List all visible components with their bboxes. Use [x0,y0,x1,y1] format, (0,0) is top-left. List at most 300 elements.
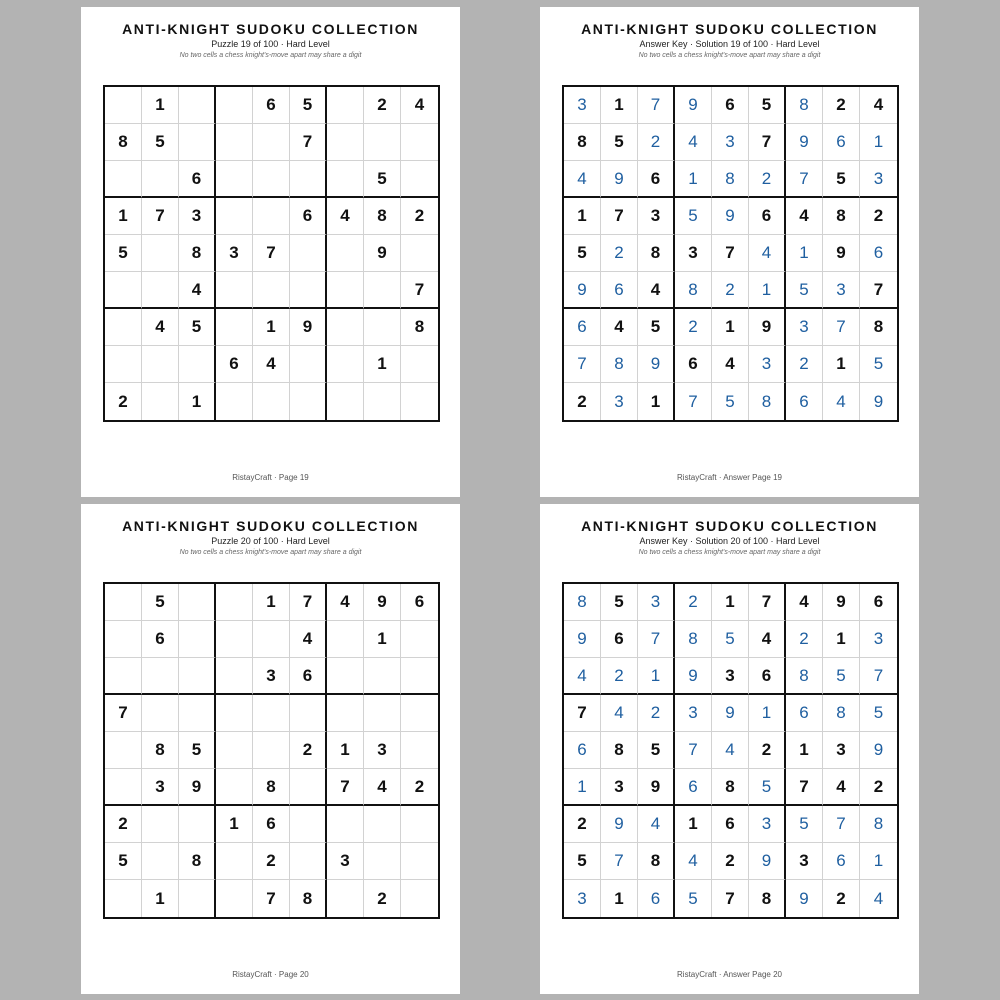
sudoku-cell [364,309,401,346]
sudoku-cell: 2 [712,272,749,309]
sudoku-solution-grid [562,582,899,919]
sudoku-cell: 4 [675,843,712,880]
sudoku-cell: 3 [179,198,216,235]
sudoku-cell: 8 [564,124,601,161]
rule-note: No two cells a chess knight's-move apart may share a digit [179,549,362,556]
sudoku-cell: 1 [675,161,712,198]
sudoku-cell [216,584,253,621]
sudoku-cell: 2 [601,235,638,272]
sudoku-cell: 3 [564,87,601,124]
sudoku-cell: 9 [179,769,216,806]
sudoku-cell: 2 [105,383,142,420]
sudoku-cell: 5 [142,124,179,161]
sudoku-cell: 9 [675,658,712,695]
sudoku-cell [364,272,401,309]
sudoku-cell [142,161,179,198]
sudoku-cell: 7 [327,769,364,806]
sudoku-cell: 7 [401,272,438,309]
sudoku-cell [401,843,438,880]
sudoku-cell: 7 [786,161,823,198]
sudoku-cell [364,124,401,161]
sudoku-cell [105,584,142,621]
sudoku-cell [327,658,364,695]
sudoku-cell: 7 [601,843,638,880]
sudoku-cell: 3 [675,235,712,272]
sudoku-cell: 7 [564,695,601,732]
sudoku-cell: 4 [601,695,638,732]
sudoku-cell: 8 [179,235,216,272]
sudoku-cell: 1 [327,732,364,769]
page-footer: RistayCraft · Answer Page 20 [677,970,782,979]
sudoku-cell: 4 [253,346,290,383]
sudoku-cell: 1 [823,621,860,658]
sudoku-cell: 2 [786,621,823,658]
page-footer: RistayCraft · Answer Page 19 [677,473,782,482]
sudoku-cell: 9 [712,198,749,235]
sudoku-cell [179,658,216,695]
sudoku-cell [401,161,438,198]
sudoku-cell [327,124,364,161]
sudoku-cell: 6 [564,309,601,346]
sudoku-cell: 7 [712,235,749,272]
sudoku-cell: 7 [638,87,675,124]
sudoku-cell: 2 [823,880,860,917]
sudoku-cell: 4 [712,732,749,769]
rule-note: No two cells a chess knight's-move apart may share a digit [638,549,821,556]
sudoku-cell [216,621,253,658]
answer-page-19 [540,7,919,497]
sudoku-cell: 6 [179,161,216,198]
sudoku-cell [290,695,327,732]
sudoku-cell: 2 [105,806,142,843]
sudoku-cell: 7 [749,124,786,161]
sudoku-cell [179,124,216,161]
sudoku-cell: 6 [675,346,712,383]
sudoku-cell: 8 [601,732,638,769]
sudoku-cell: 4 [179,272,216,309]
sudoku-cell: 9 [638,769,675,806]
sudoku-cell: 2 [253,843,290,880]
sudoku-cell: 1 [601,880,638,917]
sudoku-cell: 5 [638,732,675,769]
sudoku-cell [327,309,364,346]
sudoku-cell: 5 [290,87,327,124]
sudoku-cell: 8 [823,695,860,732]
sudoku-cell: 8 [601,346,638,383]
sudoku-cell: 7 [675,732,712,769]
sudoku-cell: 7 [749,584,786,621]
sudoku-cell: 1 [786,235,823,272]
sudoku-cell [105,621,142,658]
sudoku-cell: 7 [253,235,290,272]
sudoku-cell: 5 [823,658,860,695]
sudoku-cell: 2 [712,843,749,880]
sudoku-cell: 5 [601,124,638,161]
sudoku-cell: 1 [860,124,897,161]
sudoku-cell [105,161,142,198]
sudoku-cell: 1 [823,346,860,383]
sudoku-cell: 2 [290,732,327,769]
sudoku-grid [103,85,440,422]
sudoku-cell [216,383,253,420]
sudoku-cell: 7 [253,880,290,917]
sudoku-cell [327,161,364,198]
sudoku-cell: 9 [749,309,786,346]
page-title: ANTI-KNIGHT SUDOKU COLLECTION [122,21,419,37]
sudoku-cell [401,346,438,383]
sudoku-cell: 9 [712,695,749,732]
sudoku-cell: 5 [675,880,712,917]
sudoku-cell: 7 [712,880,749,917]
sudoku-cell [401,806,438,843]
sudoku-cell: 5 [786,272,823,309]
sudoku-cell [401,383,438,420]
sudoku-cell [401,880,438,917]
page-subtitle: Answer Key · Solution 20 of 100 · Hard Level [639,536,820,546]
sudoku-solution-grid [562,85,899,422]
sudoku-cell [179,87,216,124]
sudoku-cell [179,584,216,621]
sudoku-cell: 2 [675,584,712,621]
sudoku-cell: 5 [638,309,675,346]
sudoku-cell: 2 [823,87,860,124]
sudoku-cell [401,732,438,769]
sudoku-cell [290,346,327,383]
sudoku-cell: 5 [749,769,786,806]
sudoku-cell: 8 [675,272,712,309]
sudoku-cell: 8 [253,769,290,806]
sudoku-cell: 3 [675,695,712,732]
sudoku-cell [105,732,142,769]
sudoku-cell: 4 [601,309,638,346]
sudoku-cell: 8 [823,198,860,235]
sudoku-cell: 4 [823,383,860,420]
sudoku-cell: 1 [105,198,142,235]
sudoku-cell: 4 [142,309,179,346]
sudoku-cell: 9 [601,161,638,198]
sudoku-cell: 1 [712,584,749,621]
sudoku-cell [216,124,253,161]
sudoku-cell [364,658,401,695]
sudoku-cell [142,658,179,695]
sudoku-cell: 1 [638,383,675,420]
sudoku-cell [364,806,401,843]
sudoku-cell: 3 [601,769,638,806]
sudoku-cell [216,87,253,124]
sudoku-cell: 2 [401,769,438,806]
sudoku-cell: 9 [749,843,786,880]
sudoku-cell: 4 [638,272,675,309]
sudoku-cell [327,346,364,383]
puzzle-page-20 [81,504,460,994]
sudoku-cell: 6 [253,87,290,124]
page-footer: RistayCraft · Page 19 [232,473,309,482]
sudoku-cell [216,695,253,732]
sudoku-cell: 4 [364,769,401,806]
sudoku-cell [216,769,253,806]
sudoku-cell: 5 [179,732,216,769]
sudoku-cell: 9 [786,124,823,161]
sudoku-cell: 3 [564,880,601,917]
sudoku-cell: 9 [638,346,675,383]
sudoku-cell [142,383,179,420]
sudoku-cell [216,843,253,880]
sudoku-cell: 7 [564,346,601,383]
sudoku-cell: 7 [675,383,712,420]
sudoku-cell [179,695,216,732]
sudoku-cell: 3 [786,843,823,880]
sudoku-cell [179,621,216,658]
sudoku-cell: 4 [564,161,601,198]
sudoku-cell [327,806,364,843]
sudoku-cell [327,621,364,658]
sudoku-cell: 3 [142,769,179,806]
sudoku-cell: 9 [290,309,327,346]
sudoku-cell: 6 [860,235,897,272]
sudoku-cell [290,769,327,806]
sudoku-cell: 8 [290,880,327,917]
sudoku-cell: 1 [675,806,712,843]
sudoku-cell: 5 [105,235,142,272]
sudoku-cell: 9 [786,880,823,917]
sudoku-cell: 4 [749,621,786,658]
sudoku-cell [216,880,253,917]
sudoku-cell: 8 [364,198,401,235]
sudoku-cell: 5 [786,806,823,843]
sudoku-cell: 1 [749,272,786,309]
sudoku-cell: 7 [290,584,327,621]
sudoku-cell: 7 [290,124,327,161]
sudoku-cell: 4 [749,235,786,272]
sudoku-cell: 7 [860,272,897,309]
sudoku-cell [216,161,253,198]
sudoku-cell [290,235,327,272]
sudoku-cell [327,695,364,732]
sudoku-cell: 5 [712,383,749,420]
sudoku-cell: 4 [327,198,364,235]
sudoku-cell [327,880,364,917]
sudoku-cell: 7 [823,806,860,843]
sudoku-cell: 9 [873,391,884,411]
sudoku-cell: 2 [564,806,601,843]
sudoku-grid [103,582,440,919]
sudoku-cell: 8 [142,732,179,769]
sudoku-cell: 8 [749,383,786,420]
sudoku-cell [290,843,327,880]
page-title: ANTI-KNIGHT SUDOKU COLLECTION [581,21,878,37]
sudoku-cell: 4 [564,658,601,695]
sudoku-cell: 3 [860,621,897,658]
sudoku-cell: 8 [712,769,749,806]
sudoku-cell [105,769,142,806]
sudoku-cell [142,806,179,843]
sudoku-cell: 6 [290,658,327,695]
sudoku-cell: 5 [105,843,142,880]
sudoku-cell: 3 [712,658,749,695]
sudoku-cell: 5 [860,695,897,732]
sudoku-cell: 9 [364,235,401,272]
sudoku-cell: 8 [105,124,142,161]
sudoku-cell [290,383,327,420]
page-title: ANTI-KNIGHT SUDOKU COLLECTION [122,518,419,534]
sudoku-cell: 4 [401,87,438,124]
sudoku-cell: 8 [712,161,749,198]
sudoku-cell: 6 [786,695,823,732]
sudoku-cell: 2 [860,198,897,235]
sudoku-cell [216,732,253,769]
sudoku-cell: 4 [873,888,884,908]
sudoku-cell: 8 [564,584,601,621]
sudoku-cell: 8 [786,87,823,124]
sudoku-cell [142,346,179,383]
sudoku-cell [253,198,290,235]
sudoku-cell: 6 [860,584,897,621]
sudoku-cell: 6 [601,621,638,658]
answer-page-20 [540,504,919,994]
sudoku-cell [105,880,142,917]
page-subtitle: Puzzle 19 of 100 · Hard Level [211,39,330,49]
sudoku-cell [327,272,364,309]
sudoku-cell: 5 [179,309,216,346]
sudoku-cell: 5 [823,161,860,198]
sudoku-cell: 8 [675,621,712,658]
sudoku-cell: 1 [712,309,749,346]
sudoku-cell: 5 [749,87,786,124]
sudoku-cell [105,309,142,346]
sudoku-cell: 9 [675,87,712,124]
sudoku-cell [290,161,327,198]
sudoku-cell [290,272,327,309]
sudoku-cell: 1 [179,383,216,420]
sudoku-cell [142,695,179,732]
sudoku-cell [179,806,216,843]
sudoku-cell: 6 [786,383,823,420]
sudoku-cell: 6 [638,880,675,917]
sudoku-cell [401,621,438,658]
sudoku-cell: 7 [786,769,823,806]
sudoku-cell: 6 [564,732,601,769]
sudoku-cell: 6 [142,621,179,658]
sudoku-cell [105,87,142,124]
sudoku-cell: 7 [860,658,897,695]
sudoku-cell [253,695,290,732]
sudoku-cell: 5 [142,584,179,621]
sudoku-cell [327,235,364,272]
sudoku-cell [105,272,142,309]
sudoku-cell [216,309,253,346]
sudoku-cell [179,880,216,917]
page-subtitle: Answer Key · Solution 19 of 100 · Hard Level [639,39,820,49]
sudoku-cell: 8 [786,658,823,695]
page-footer: RistayCraft · Page 20 [232,970,309,979]
sudoku-cell [327,383,364,420]
sudoku-cell: 9 [823,584,860,621]
sudoku-cell [253,621,290,658]
sudoku-cell: 4 [675,124,712,161]
sudoku-cell: 6 [216,346,253,383]
sudoku-cell: 8 [638,235,675,272]
sudoku-cell: 2 [675,309,712,346]
sudoku-cell: 8 [860,309,897,346]
sudoku-cell: 1 [142,880,179,917]
sudoku-cell [142,843,179,880]
sudoku-cell: 3 [712,124,749,161]
sudoku-cell: 6 [675,769,712,806]
sudoku-cell: 8 [749,880,786,917]
sudoku-cell: 1 [253,584,290,621]
sudoku-cell: 2 [401,198,438,235]
sudoku-cell: 4 [860,87,897,124]
sudoku-cell: 6 [253,806,290,843]
sudoku-cell [179,346,216,383]
sudoku-cell: 7 [638,621,675,658]
sudoku-cell: 2 [364,880,401,917]
sudoku-cell: 4 [638,806,675,843]
sudoku-cell: 6 [638,161,675,198]
sudoku-cell: 1 [786,732,823,769]
sudoku-cell: 6 [601,272,638,309]
sudoku-cell [142,272,179,309]
sudoku-cell: 9 [564,272,601,309]
sudoku-cell: 5 [712,621,749,658]
sudoku-cell: 3 [638,198,675,235]
sudoku-cell: 4 [712,346,749,383]
sudoku-cell: 9 [564,621,601,658]
sudoku-cell: 1 [860,843,897,880]
sudoku-cell: 1 [564,769,601,806]
rule-note: No two cells a chess knight's-move apart may share a digit [179,52,362,59]
sudoku-cell [216,198,253,235]
sudoku-cell: 1 [142,87,179,124]
sudoku-cell [401,124,438,161]
sudoku-cell: 4 [786,584,823,621]
sudoku-cell: 1 [749,695,786,732]
sudoku-cell [364,695,401,732]
sudoku-cell: 3 [823,732,860,769]
sudoku-cell: 3 [601,383,638,420]
sudoku-cell: 5 [601,584,638,621]
sudoku-cell: 7 [823,309,860,346]
sudoku-cell: 3 [786,309,823,346]
puzzle-page-19 [81,7,460,497]
sudoku-cell [253,383,290,420]
sudoku-cell [401,695,438,732]
sudoku-cell [142,235,179,272]
sudoku-cell: 3 [749,346,786,383]
sudoku-cell: 3 [216,235,253,272]
sudoku-cell: 2 [601,658,638,695]
sudoku-cell: 1 [253,309,290,346]
sudoku-cell [364,383,401,420]
sudoku-cell: 4 [823,769,860,806]
sudoku-cell: 3 [253,658,290,695]
sudoku-cell: 7 [105,695,142,732]
sudoku-cell: 3 [823,272,860,309]
sudoku-cell [253,124,290,161]
sudoku-cell: 6 [712,87,749,124]
sudoku-cell [216,272,253,309]
sudoku-cell: 1 [364,346,401,383]
sudoku-cell [253,161,290,198]
sudoku-cell: 8 [401,309,438,346]
sudoku-cell [105,346,142,383]
sudoku-cell: 8 [179,843,216,880]
sudoku-cell: 1 [601,87,638,124]
page-title: ANTI-KNIGHT SUDOKU COLLECTION [581,518,878,534]
sudoku-cell: 2 [749,732,786,769]
sudoku-cell: 1 [364,621,401,658]
sudoku-cell: 3 [364,732,401,769]
